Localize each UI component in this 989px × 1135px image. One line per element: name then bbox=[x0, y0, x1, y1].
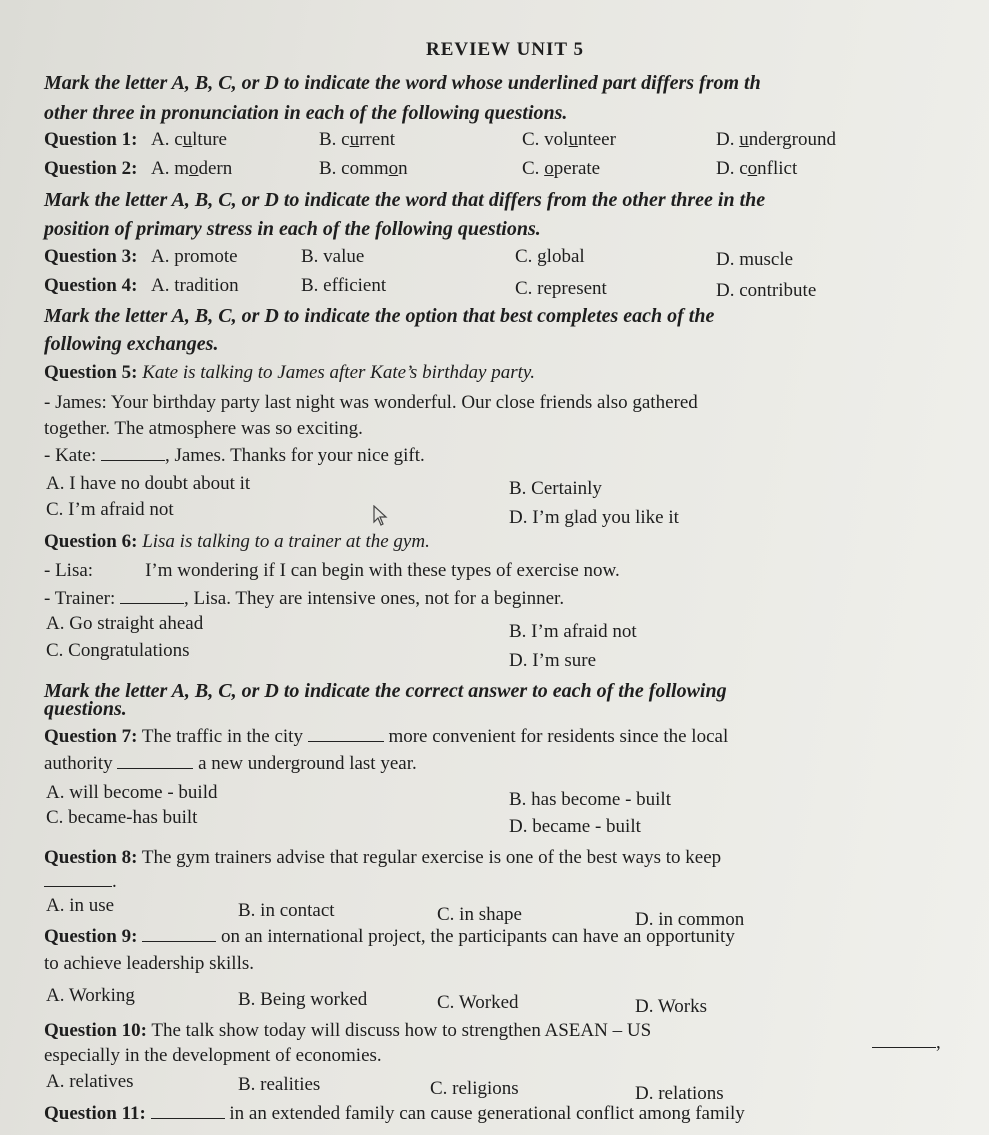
q2-option-b[interactable]: B. common bbox=[319, 158, 408, 179]
instruction-correct-answer-line2: questions. bbox=[44, 698, 127, 720]
question-label: Question 1: bbox=[44, 129, 138, 150]
question-label: Question 3: bbox=[44, 246, 138, 267]
q2-option-a[interactable]: A. modern bbox=[151, 158, 233, 179]
q5-james-line2: together. The atmosphere was so exciting. bbox=[44, 418, 363, 439]
instruction-correct-answer-line1: Mark the letter A, B, C, or D to indicate the correct answer to each of the following bbox=[44, 680, 727, 702]
instruction-exchanges-line2: following exchanges. bbox=[44, 333, 219, 355]
question-label: Question 7: bbox=[44, 726, 138, 747]
question-5 bbox=[44, 361, 535, 385]
answer-blank[interactable] bbox=[44, 870, 112, 887]
q6-lisa-line: - Lisa: I’m wondering if I can begin with these types of exercise now. bbox=[44, 560, 620, 581]
question-label: Question 6: bbox=[44, 531, 138, 552]
question-2 bbox=[44, 157, 137, 181]
q7-option-c[interactable]: C. became-has built bbox=[46, 807, 198, 828]
q2-option-d[interactable]: D. conflict bbox=[716, 158, 798, 179]
q2-option-c[interactable]: C. operate bbox=[522, 158, 601, 179]
answer-blank[interactable] bbox=[308, 725, 384, 742]
q8-line2: . bbox=[44, 870, 117, 894]
q8-option-b[interactable]: B. in contact bbox=[238, 900, 335, 921]
question-label: Question 4: bbox=[44, 275, 138, 296]
q10-option-d[interactable]: D. relations bbox=[635, 1083, 724, 1104]
answer-blank[interactable] bbox=[120, 587, 184, 604]
q6-option-c[interactable]: C. Congratulations bbox=[46, 640, 190, 661]
q10-blank-end: , bbox=[872, 1031, 941, 1055]
q6-trainer-line: - Trainer: , Lisa. They are intensive ones, not for a beginner. bbox=[44, 588, 565, 609]
q9-option-b[interactable]: B. Being worked bbox=[238, 989, 368, 1010]
q6-option-b[interactable]: B. I’m afraid not bbox=[509, 621, 637, 642]
q5-james-line1: - James: Your birthday party last night was wonderful. Our close friends also gathered bbox=[44, 392, 698, 413]
q9-option-a[interactable]: A. Working bbox=[46, 985, 135, 1006]
q5-option-a[interactable]: A. I have no doubt about it bbox=[46, 473, 251, 494]
question-11: Question 11: in an extended family can cause generational conflict among family bbox=[44, 1103, 745, 1124]
answer-blank[interactable] bbox=[117, 752, 193, 769]
q10-line2: especially in the development of economies. bbox=[44, 1045, 382, 1066]
question-7: Question 7: The traffic in the city more convenient for residents since the local bbox=[44, 726, 729, 747]
answer-blank[interactable] bbox=[101, 444, 165, 461]
question-label: Question 9: bbox=[44, 926, 138, 947]
question-3 bbox=[44, 245, 137, 269]
q1-option-a[interactable]: A. culture bbox=[151, 129, 227, 150]
q6-option-a[interactable]: A. Go straight ahead bbox=[46, 613, 204, 634]
answer-blank[interactable] bbox=[142, 925, 216, 942]
question-6 bbox=[44, 530, 430, 554]
q3-option-a[interactable]: A. promote bbox=[151, 246, 238, 267]
instruction-stress-line2: position of primary stress in each of the following questions. bbox=[44, 218, 541, 240]
q3-option-b[interactable]: B. value bbox=[301, 246, 365, 267]
q5-kate-line: - Kate: , James. Thanks for your nice gift. bbox=[44, 445, 425, 466]
q8-option-d[interactable]: D. in common bbox=[635, 909, 745, 930]
q3-option-c[interactable]: C. global bbox=[515, 246, 585, 267]
page-title: REVIEW UNIT 5 bbox=[426, 39, 585, 60]
question-label: Question 11: bbox=[44, 1103, 146, 1124]
question-10: Question 10: The talk show today will discuss how to strengthen ASEAN – US bbox=[44, 1020, 652, 1041]
q5-option-b[interactable]: B. Certainly bbox=[509, 478, 602, 499]
q9-option-c[interactable]: C. Worked bbox=[437, 992, 519, 1013]
q7-option-a[interactable]: A. will become - build bbox=[46, 782, 218, 803]
q1-option-c[interactable]: C. volunteer bbox=[522, 129, 616, 150]
q8-option-c[interactable]: C. in shape bbox=[437, 904, 522, 925]
question-context: Kate is talking to James after Kate’s birthday party. bbox=[142, 362, 536, 383]
question-label: Question 2: bbox=[44, 158, 138, 179]
answer-blank[interactable] bbox=[872, 1031, 936, 1048]
q10-option-c[interactable]: C. religions bbox=[430, 1078, 519, 1099]
q5-option-d[interactable]: D. I’m glad you like it bbox=[509, 507, 679, 528]
instruction-pronunciation-line1: Mark the letter A, B, C, or D to indicate the word whose underlined part differs from th bbox=[44, 72, 761, 94]
q3-option-d[interactable]: D. muscle bbox=[716, 249, 794, 270]
q4-option-a[interactable]: A. tradition bbox=[151, 275, 239, 296]
question-label: Question 5: bbox=[44, 362, 138, 383]
q7-option-b[interactable]: B. has become - built bbox=[509, 789, 671, 810]
question-9: Question 9: on an international project, the participants can have an opportunity bbox=[44, 926, 735, 947]
instruction-stress-line1: Mark the letter A, B, C, or D to indicate the word that differs from the other three in the bbox=[44, 189, 766, 211]
question-context: Lisa is talking to a trainer at the gym. bbox=[142, 531, 430, 552]
instruction-pronunciation-line2: other three in pronunciation in each of the following questions. bbox=[44, 102, 568, 124]
q9-line2: to achieve leadership skills. bbox=[44, 953, 254, 974]
q1-option-d[interactable]: D. underground bbox=[716, 129, 836, 150]
q5-option-c[interactable]: C. I’m afraid not bbox=[46, 499, 174, 520]
question-4 bbox=[44, 274, 137, 298]
q4-option-c[interactable]: C. represent bbox=[515, 278, 607, 299]
q8-option-a[interactable]: A. in use bbox=[46, 895, 115, 916]
q9-option-d[interactable]: D. Works bbox=[635, 996, 708, 1017]
question-8: Question 8: The gym trainers advise that regular exercise is one of the best ways to keep bbox=[44, 847, 722, 868]
q7-option-d[interactable]: D. became - built bbox=[509, 816, 641, 837]
q1-option-b[interactable]: B. current bbox=[319, 129, 395, 150]
question-label: Question 8: bbox=[44, 847, 138, 868]
q6-option-d[interactable]: D. I’m sure bbox=[509, 650, 597, 671]
q4-option-b[interactable]: B. efficient bbox=[301, 275, 387, 296]
q4-option-d[interactable]: D. contribute bbox=[716, 280, 817, 301]
q10-option-b[interactable]: B. realities bbox=[238, 1074, 321, 1095]
answer-blank[interactable] bbox=[151, 1102, 225, 1119]
question-label: Question 10: bbox=[44, 1020, 147, 1041]
mouse-cursor-icon bbox=[372, 505, 388, 527]
q10-option-a[interactable]: A. relatives bbox=[46, 1071, 134, 1092]
question-1 bbox=[44, 128, 137, 152]
instruction-exchanges-line1: Mark the letter A, B, C, or D to indicate the option that best completes each of the bbox=[44, 305, 715, 327]
q7-line2: authority a new underground last year. bbox=[44, 753, 417, 774]
